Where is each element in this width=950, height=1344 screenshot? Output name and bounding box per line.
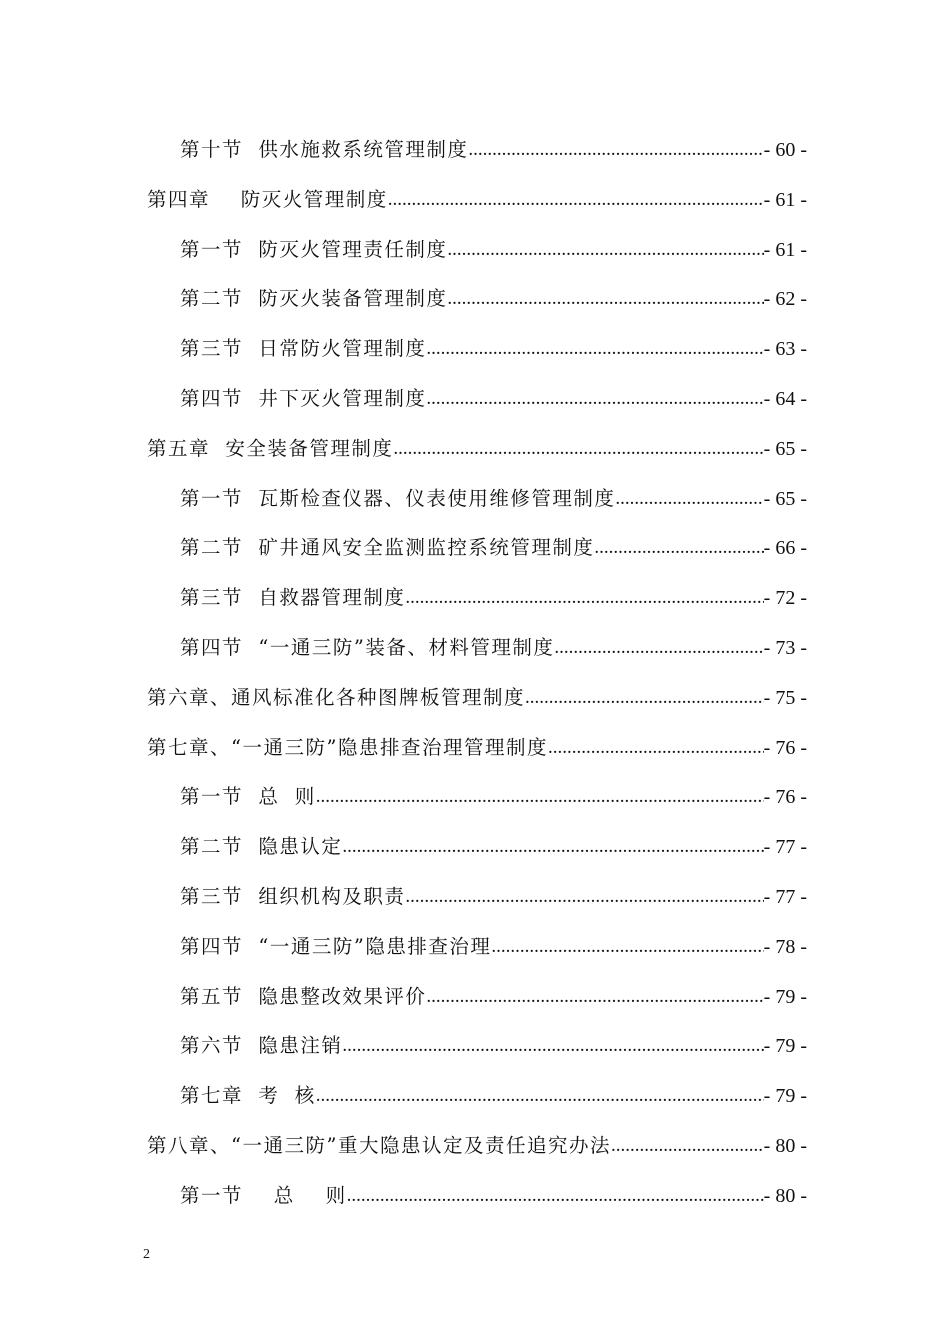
- toc-dot-leader: [342, 1030, 763, 1062]
- toc-entry-page: - 76 -: [763, 786, 807, 809]
- toc-entry-page: - 62 -: [763, 288, 807, 311]
- toc-entry-title: 第七章、“一通三防”隐患排查治理管理制度: [147, 735, 548, 759]
- toc-entry-page: - 64 -: [763, 388, 807, 410]
- toc-entry-page: - 65 -: [763, 487, 807, 510]
- toc-entry-page: - 63 -: [763, 338, 807, 361]
- toc-entry-page: - 66 -: [763, 537, 807, 560]
- toc-dot-leader: [447, 234, 763, 266]
- toc-entry-title: 第三节 日常防火管理制度: [180, 337, 427, 361]
- toc-dot-leader: [447, 283, 763, 315]
- toc-section-entry[interactable]: [180, 1030, 807, 1062]
- toc-entry-page: - 61 -: [763, 188, 807, 211]
- toc-dot-leader: [347, 1180, 764, 1212]
- toc-section-entry[interactable]: [180, 234, 807, 266]
- toc-dot-leader: [342, 831, 763, 863]
- toc-entry-title: 第二节 矿井通风安全监测监控系统管理制度: [180, 536, 595, 560]
- toc-section-entry[interactable]: [180, 532, 807, 564]
- toc-section-entry[interactable]: [180, 881, 807, 913]
- toc-chapter-entry[interactable]: [147, 184, 807, 216]
- toc-section-entry[interactable]: [180, 134, 807, 166]
- toc-dot-leader: [388, 184, 764, 216]
- toc-entry-title: 第二节 防灭火装备管理制度: [180, 287, 448, 311]
- toc-dot-leader: [468, 134, 763, 166]
- toc-entry-title: 第一节 总 则: [180, 1183, 347, 1207]
- toc-entry-title: 第七章 考 核: [180, 1084, 316, 1108]
- toc-entry-title: 第四节 “一通三防”隐患排查治理: [180, 934, 492, 958]
- toc-section-entry[interactable]: [180, 283, 807, 315]
- toc-entry-page: - 79 -: [763, 985, 807, 1008]
- toc-entry-title: 第三节 组织机构及职责: [180, 885, 406, 908]
- toc-section-entry[interactable]: [180, 1180, 807, 1212]
- toc-dot-leader: [426, 981, 763, 1013]
- toc-entry-page: - 61 -: [763, 238, 807, 261]
- toc-entry-title: 第一节 总 则: [180, 785, 316, 809]
- toc-section-entry[interactable]: [180, 483, 807, 515]
- toc-section-entry[interactable]: [180, 383, 807, 415]
- toc-entry-title: 第八章、“一通三防”重大隐患认定及责任追究办法: [147, 1134, 611, 1157]
- toc-section-entry[interactable]: [180, 632, 807, 664]
- toc-section-entry[interactable]: [180, 333, 807, 365]
- toc-dot-leader: [615, 483, 763, 515]
- toc-section-entry[interactable]: [180, 831, 807, 863]
- toc-section-entry[interactable]: [180, 582, 807, 614]
- toc-dot-leader: [554, 632, 763, 664]
- toc-entry-title: 第十节 供水施救系统管理制度: [180, 138, 469, 161]
- toc-dot-leader: [405, 881, 763, 913]
- toc-entry-title: 第五节 隐患整改效果评价: [180, 984, 427, 1008]
- toc-entry-page: - 60 -: [763, 139, 807, 161]
- toc-entry-page: - 77 -: [763, 886, 807, 908]
- toc-entry-page: - 77 -: [763, 836, 807, 859]
- toc-dot-leader: [316, 1080, 764, 1112]
- toc-chapter-entry[interactable]: [147, 682, 807, 714]
- toc-entry-title: 第五章 安全装备管理制度: [147, 436, 394, 460]
- toc-entry-page: - 75 -: [763, 686, 807, 709]
- toc-section-entry[interactable]: [180, 931, 807, 963]
- toc-entry-page: - 79 -: [763, 1085, 807, 1108]
- toc-entry-title: 第四节 “一通三防”装备、材料管理制度: [180, 636, 555, 659]
- toc-dot-leader: [426, 383, 763, 415]
- toc-entry-title: 第六节 隐患注销: [180, 1034, 343, 1058]
- toc-entry-page: - 76 -: [763, 736, 807, 759]
- toc-section-entry[interactable]: [180, 1080, 807, 1112]
- toc-entry-page: - 78 -: [763, 935, 807, 958]
- toc-entry-title: 第一节 防灭火管理责任制度: [180, 237, 448, 261]
- toc-chapter-entry[interactable]: [147, 1130, 807, 1162]
- page-number: 2: [143, 1247, 150, 1262]
- toc-entry-title: 第三节 自救器管理制度: [180, 586, 406, 610]
- toc-entry-page: - 80 -: [763, 1184, 807, 1207]
- toc-dot-leader: [405, 582, 763, 614]
- toc-chapter-entry[interactable]: [147, 433, 807, 465]
- toc-dot-leader: [548, 732, 764, 764]
- toc-section-entry[interactable]: [180, 981, 807, 1013]
- toc-entry-page: - 79 -: [763, 1035, 807, 1058]
- toc-entry-page: - 65 -: [763, 437, 807, 460]
- toc-entry-title: 第二节 隐患认定: [180, 835, 343, 859]
- toc-entry-title: 第一节 瓦斯检查仪器、仪表使用维修管理制度: [180, 486, 616, 510]
- toc-dot-leader: [393, 433, 763, 465]
- toc-dot-leader: [611, 1130, 764, 1162]
- toc-entry-title: 第六章、通风标准化各种图牌板管理制度: [147, 685, 526, 709]
- toc-entry-page: - 73 -: [763, 637, 807, 659]
- toc-dot-leader: [525, 682, 764, 714]
- toc-section-entry[interactable]: [180, 781, 807, 813]
- toc-entry-title: 第四章 防灭火管理制度: [147, 187, 388, 211]
- toc-entry-page: - 72 -: [763, 587, 807, 610]
- toc-dot-leader: [316, 781, 764, 813]
- toc-chapter-entry[interactable]: [147, 732, 807, 764]
- toc-dot-leader: [491, 931, 763, 963]
- toc-dot-leader: [426, 333, 763, 365]
- toc-entry-page: - 80 -: [763, 1135, 807, 1157]
- toc-dot-leader: [594, 532, 763, 564]
- toc-entry-title: 第四节 井下灭火管理制度: [180, 387, 427, 410]
